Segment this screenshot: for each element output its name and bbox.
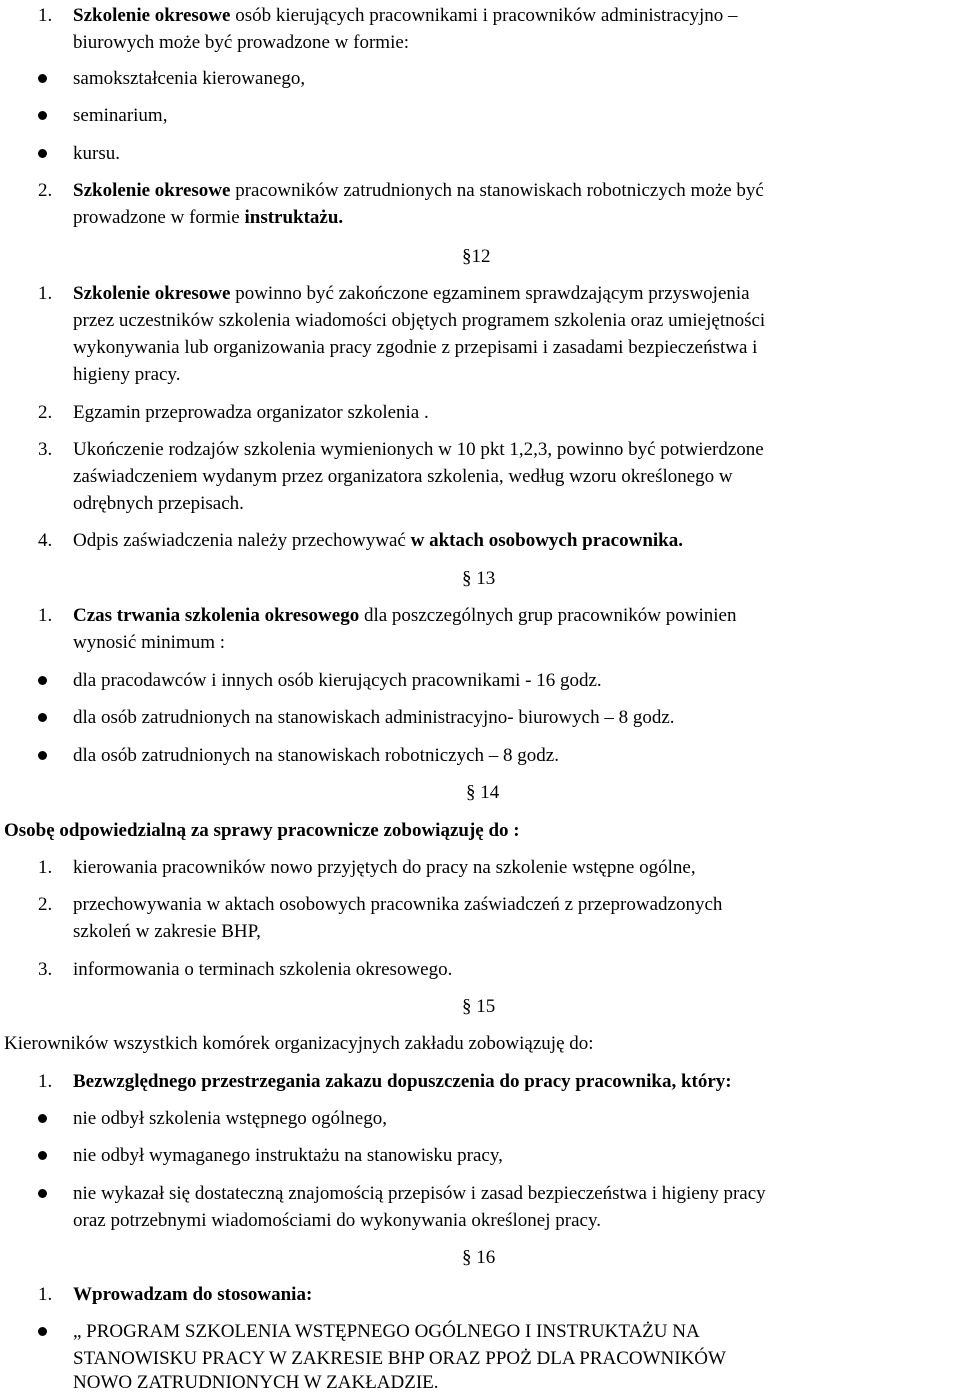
list-item-text: Egzamin przeprowadza organizator szkolenia .	[73, 402, 429, 423]
bullet-text: seminarium,	[73, 105, 168, 126]
list-item-text: Odpis zaświadczenia należy przechowywać w aktach osobowych pracownika.	[73, 530, 683, 551]
bullet-text: samokształcenia kierowanego,	[73, 68, 306, 89]
list-number: 3.	[38, 439, 53, 460]
bullet-continuation: STANOWISKU PRACY W ZAKRESIE BHP ORAZ PPOŻ DLA PRACOWNIKÓW	[73, 1348, 726, 1369]
section-heading-14: § 14	[466, 782, 500, 803]
bullet-icon	[38, 751, 47, 760]
section-heading-16: § 16	[462, 1247, 496, 1268]
section-heading-13: § 13	[462, 568, 496, 589]
section-sign-icon: §	[462, 246, 472, 267]
list-number: 2.	[38, 180, 53, 201]
list-item-continuation: szkoleń w zakresie BHP,	[73, 921, 261, 942]
list-number: 1.	[38, 5, 53, 26]
bullet-text: dla osób zatrudnionych na stanowiskach robotniczych – 8 godz.	[73, 745, 559, 766]
bullet-continuation: oraz potrzebnymi wiadomościami do wykonywania określonej pracy.	[73, 1210, 601, 1231]
list-number: 2.	[38, 894, 53, 915]
s15-intro: Kierowników wszystkich komórek organizacyjnych zakładu zobowiązuję do:	[4, 1033, 594, 1054]
bullet-continuation: NOWO ZATRUDNIONYCH W ZAKŁADZIE.	[73, 1372, 439, 1393]
list-item-text: Wprowadzam do stosowania:	[73, 1284, 313, 1305]
section-sign-icon: §	[462, 996, 472, 1017]
list-item-text: Ukończenie rodzajów szkolenia wymienionych w 10 pkt 1,2,3, powinno być potwierdzone	[73, 439, 764, 460]
bullet-icon	[38, 713, 47, 722]
bullet-icon	[38, 111, 47, 120]
list-item-text: Szkolenie okresowe powinno być zakończone egzaminem sprawdzającym przyswojenia	[73, 283, 750, 304]
bullet-text: nie wykazał się dostateczną znajomością przepisów i zasad bezpieczeństwa i higieny pracy	[73, 1183, 766, 1204]
bullet-icon	[38, 74, 47, 83]
s14-intro: Osobę odpowiedzialną za sprawy pracownicze zobowiązuję do :	[4, 820, 520, 841]
bullet-text: nie odbył szkolenia wstępnego ogólnego,	[73, 1108, 387, 1129]
list-item-line: zaświadczeniem wydanym przez organizatora szkolenia, według wzoru określonego w	[73, 466, 733, 487]
list-number: 1.	[38, 283, 53, 304]
list-item-text: Szkolenie okresowe pracowników zatrudnionych na stanowiskach robotniczych może być	[73, 180, 764, 201]
list-number: 1.	[38, 605, 53, 626]
list-item-text: przechowywania w aktach osobowych pracownika zaświadczeń z przeprowadzonych	[73, 894, 723, 915]
list-number: 2.	[38, 402, 53, 423]
bullet-icon	[38, 1189, 47, 1198]
list-item-line: higieny pracy.	[73, 364, 181, 385]
list-number: 3.	[38, 959, 53, 980]
bullet-text: kursu.	[73, 143, 120, 164]
list-item-text: informowania o terminach szkolenia okresowego.	[73, 959, 453, 980]
section-sign-icon: §	[466, 782, 476, 803]
list-number: 1.	[38, 857, 53, 878]
list-item-text: Szkolenie okresowe osób kierujących pracownikami i pracowników administracyjno –	[73, 5, 738, 26]
section-heading-12: §12	[462, 246, 491, 267]
list-item-text: kierowania pracowników nowo przyjętych do pracy na szkolenie wstępne ogólne,	[73, 857, 696, 878]
bullet-icon	[38, 1114, 47, 1123]
bullet-icon	[38, 1327, 47, 1336]
bullet-icon	[38, 676, 47, 685]
list-number: 1.	[38, 1284, 53, 1305]
list-item-continuation: wynosić minimum :	[73, 632, 225, 653]
list-item-text: Czas trwania szkolenia okresowego dla poszczególnych grup pracowników powinien	[73, 605, 737, 626]
list-item-continuation: biurowych może być prowadzone w formie:	[73, 32, 410, 53]
list-number: 1.	[38, 1071, 53, 1092]
list-item-line: przez uczestników szkolenia wiadomości objętych programem szkolenia oraz umiejętności	[73, 310, 766, 331]
bullet-icon	[38, 1151, 47, 1160]
bullet-text: dla osób zatrudnionych na stanowiskach administracyjno- biurowych – 8 godz.	[73, 707, 675, 728]
list-item-line: odrębnych przepisach.	[73, 493, 244, 514]
list-item-text: Bezwzględnego przestrzegania zakazu dopuszczenia do pracy pracownika, który:	[73, 1071, 732, 1092]
list-item-continuation: prowadzone w formie instruktażu.	[73, 207, 344, 228]
list-item-line: wykonywania lub organizowania pracy zgodnie z przepisami i zasadami bezpieczeństwa i	[73, 337, 758, 358]
bullet-text: nie odbył wymaganego instruktażu na stanowisku pracy,	[73, 1145, 503, 1166]
section-heading-15: § 15	[462, 996, 496, 1017]
bullet-icon	[38, 149, 47, 158]
section-sign-icon: §	[462, 568, 472, 589]
section-sign-icon: §	[462, 1247, 472, 1268]
bullet-text: dla pracodawców i innych osób kierujących pracownikami - 16 godz.	[73, 670, 602, 691]
list-number: 4.	[38, 530, 53, 551]
bullet-text: „ PROGRAM SZKOLENIA WSTĘPNEGO OGÓLNEGO I INSTRUKTAŻU NA	[73, 1321, 700, 1342]
